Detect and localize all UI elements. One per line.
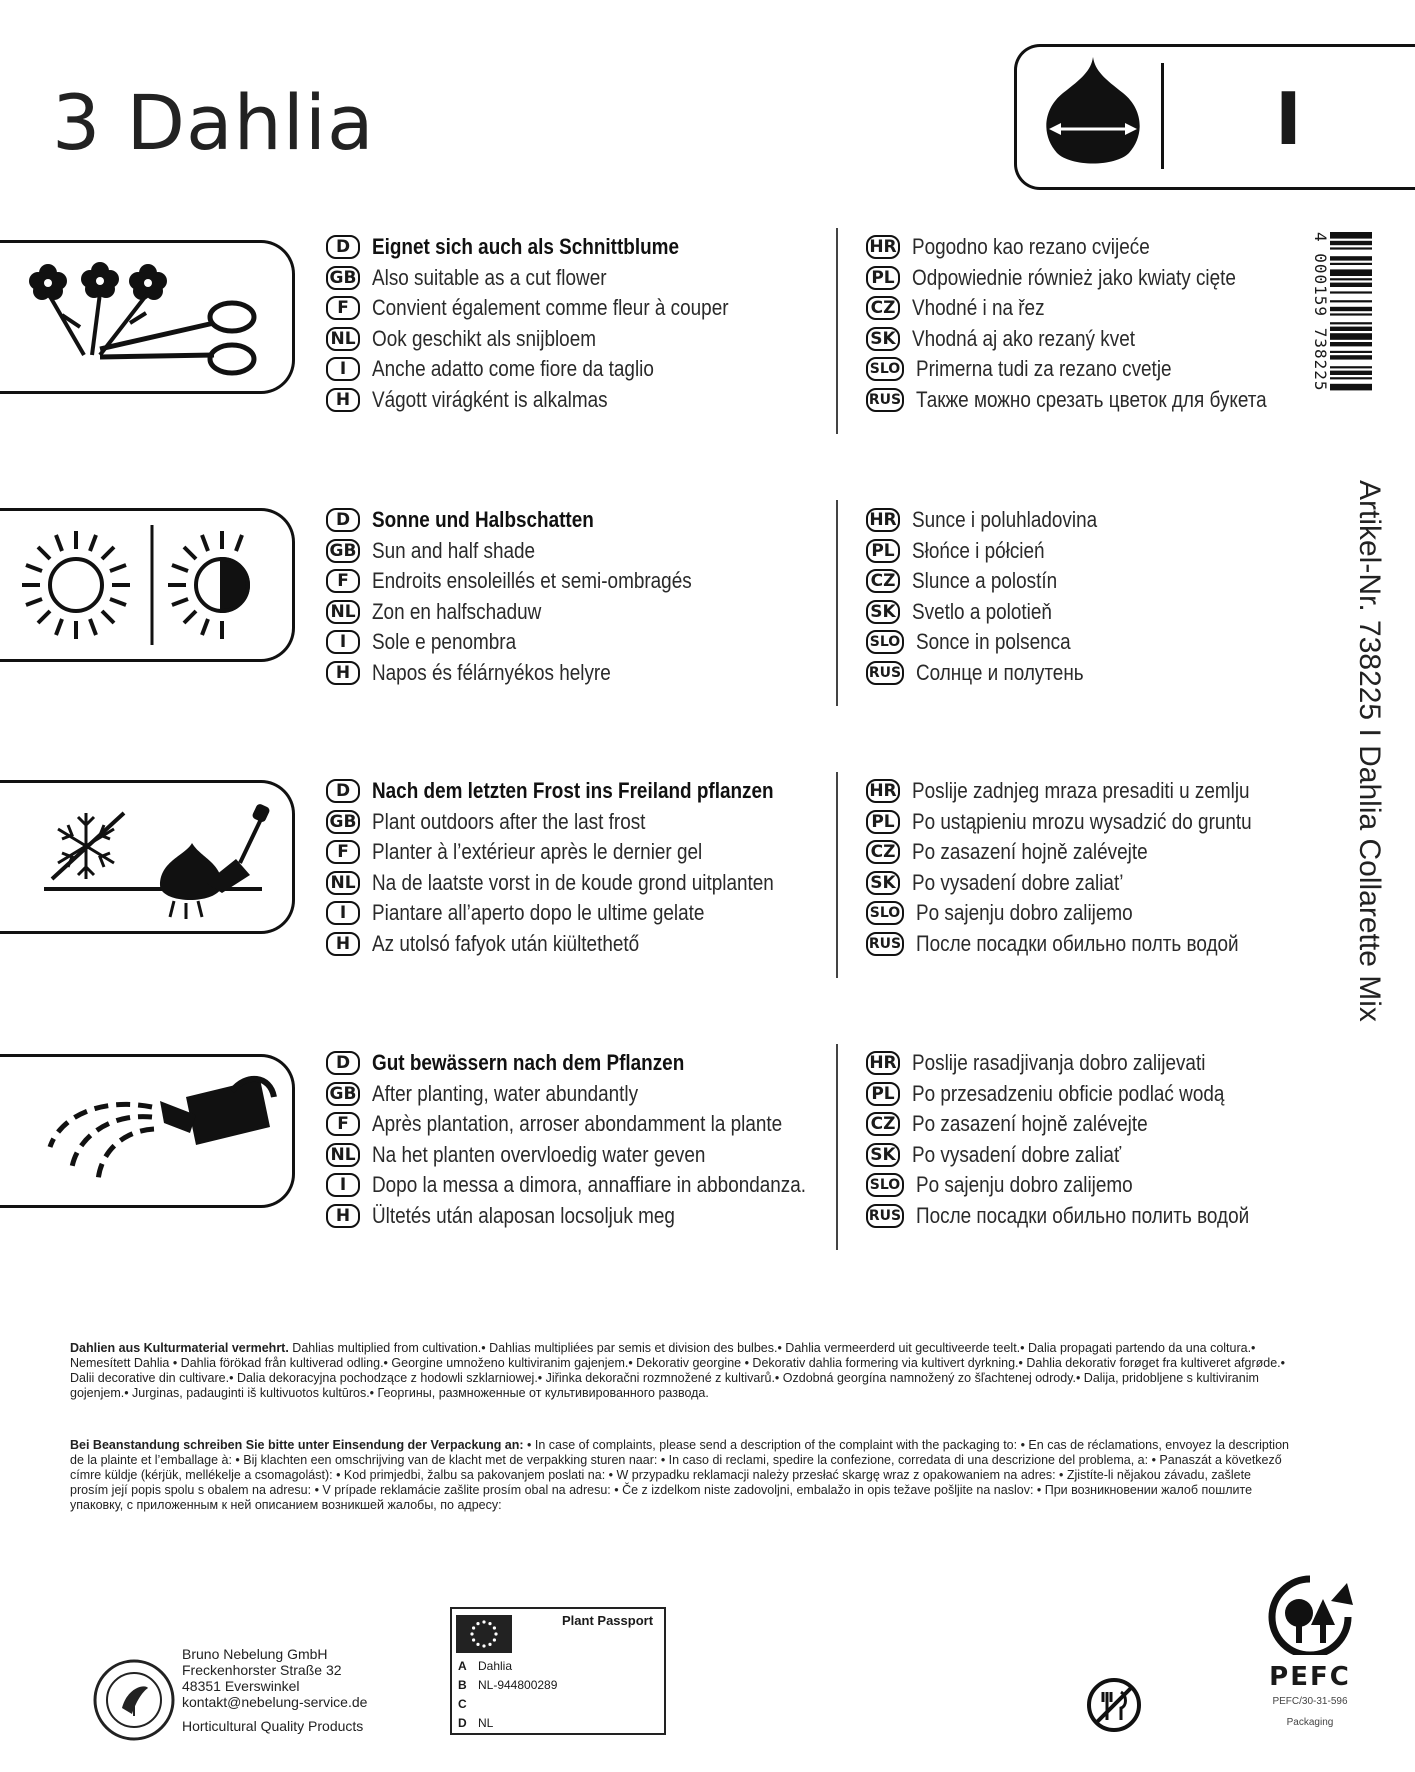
translation-text: Eignet sich auch als Schnittblume [372,234,679,260]
cultivation-note [70,1341,1290,1401]
supplier-tagline: Horticultural Quality Products [182,1718,364,1734]
translation-text: Słońce i półcień [912,537,1045,563]
translation-line [866,868,1366,899]
translation-line [326,807,826,838]
translation-line [866,1201,1366,1232]
language-code-badge: D [326,508,360,532]
language-code-badge: GB [326,1082,360,1106]
translation-text: Napos és félárnyékos helyre [372,659,611,685]
plant-passport [450,1607,666,1735]
language-column-east [866,232,1366,415]
language-code-badge: H [326,1204,360,1228]
language-code-badge: H [326,661,360,685]
address-line: Freckenhorster Straße 32 [182,1662,342,1678]
barcode-number: 4 000159 738225 [1311,232,1330,392]
sun-icon-box [0,508,295,662]
language-code-badge: HR [866,508,900,532]
language-code-badge: HR [866,779,900,803]
language-code-badge: CZ [866,569,900,593]
size-class: I [1275,77,1302,161]
cut-flower-scissors-icon [0,243,280,391]
translation-text: Po vysadení dobre zaliať [912,1141,1122,1167]
size-divider [1161,63,1164,169]
language-column-east [866,1048,1366,1231]
translation-text: Po zasazení hojně zalévejte [912,839,1148,865]
translation-line [326,1109,826,1140]
translation-line [866,566,1366,597]
language-code-badge: SK [866,327,900,351]
translation-text: Na de laatste vorst in de koude grond uitplanten [372,869,774,895]
translation-line [866,385,1366,416]
translation-line [326,1079,826,1110]
translation-line [326,1201,826,1232]
barcode [1330,232,1372,442]
page-title: 3 Dahlia [52,78,375,167]
language-code-badge: HR [866,235,900,259]
translation-text: Az utolsó fafyok után kiültethető [372,930,640,956]
translation-text: Po przesadzeniu obficie podlać wodą [912,1080,1225,1106]
translation-line [326,263,826,294]
language-column-west [326,776,826,959]
translation-text: Primerna tudi za rezano cvetje [916,356,1172,382]
translation-text: Odpowiednie również jako kwiaty cięte [912,264,1236,290]
translation-line [326,505,826,536]
translation-line [326,354,826,385]
translation-line [866,597,1366,628]
language-code-badge: SLO [866,630,904,654]
not-for-consumption-icon [1085,1676,1143,1734]
translation-line [326,837,826,868]
translation-line [866,1048,1366,1079]
translation-line [326,1048,826,1079]
translation-line [866,505,1366,536]
bulb-size-box [1014,44,1415,190]
translation-text: Vágott virágként is alkalmas [372,386,608,412]
translation-text: Sun and half shade [372,537,536,563]
translation-line [326,293,826,324]
language-column-west [326,1048,826,1231]
translation-line [866,1170,1366,1201]
translation-line [866,627,1366,658]
language-code-badge: SLO [866,901,904,925]
language-column-east [866,505,1366,688]
translation-text: Ook geschikt als snijbloem [372,325,596,351]
complaint-note-title: Bei Beanstandung schreiben Sie bitte unter Einsendung der Verpackung an: [70,1438,524,1452]
frost-icon-box [0,780,295,934]
translation-text: Sonne und Halbschatten [372,507,594,533]
translation-line [326,868,826,899]
pefc-packaging-label: Packaging [1286,1717,1334,1728]
language-code-badge: SK [866,1143,900,1167]
translation-line [326,898,826,929]
translation-line [866,929,1366,960]
translation-text: Po zasazení hojně zalévejte [912,1111,1148,1137]
language-code-badge: D [326,235,360,259]
language-code-badge: RUS [866,388,904,412]
translation-text: Après plantation, arroser abondamment la plante [372,1111,783,1137]
complaint-note [70,1438,1290,1513]
language-code-badge: PL [866,539,900,563]
bulb-circumference-icon [1033,53,1153,173]
language-code-badge: CZ [866,840,900,864]
translation-text: Na het planten overvloedig water geven [372,1141,706,1167]
language-code-badge: NL [326,600,360,624]
translation-line [326,597,826,628]
translation-text: Pogodno kao rezano cvijeće [912,234,1150,260]
translation-text: После посадки обильно полть водой [916,930,1239,956]
language-code-badge: I [326,1173,360,1197]
translation-text: Po sajenju dobro zalijemo [916,1172,1133,1198]
translation-text: Svetlo a polotieň [912,598,1052,624]
language-code-badge: PL [866,266,900,290]
pefc-logo [1260,1575,1360,1728]
cultivation-note-title: Dahlien aus Kulturmaterial vermehrt. [70,1341,289,1355]
language-code-badge: F [326,569,360,593]
translation-line [866,1079,1366,1110]
translation-line [326,566,826,597]
translation-line [326,929,826,960]
translation-text: После посадки обильно полить водой [916,1202,1250,1228]
translation-text: Sole e penombra [372,629,517,655]
translation-text: Dopo la messa a dimora, annaffiare in abbondanza. [372,1172,807,1198]
language-code-badge: HR [866,1051,900,1075]
language-code-badge: H [326,388,360,412]
eu-flag-icon [456,1615,512,1653]
address-line: Bruno Nebelung GmbH [182,1646,328,1662]
address-email: kontakt@nebelung-service.de [182,1694,368,1710]
address-line: 48351 Everswinkel [182,1678,300,1694]
plant-after-frost-icon [0,783,280,931]
translation-line [326,776,826,807]
translation-text: Anche adatto come fiore da taglio [372,356,654,382]
passport-title: Plant Passport [562,1613,654,1628]
language-code-badge: NL [326,871,360,895]
translation-text: Nach dem letzten Frost ins Freiland pflanzen [372,778,774,804]
translation-text: Vhodná aj ako rezaný kvet [912,325,1135,351]
column-divider [836,228,838,434]
language-code-badge: H [326,932,360,956]
translation-text: Poslije zadnjeg mraza presaditi u zemlju [912,778,1250,804]
passport-row: B NL-944800289 [458,1678,558,1692]
translation-line [326,1140,826,1171]
water-icon-box [0,1054,295,1208]
language-code-badge: PL [866,810,900,834]
language-code-badge: I [326,901,360,925]
article-label: Artikel-Nr. 738225 I Dahlia Collarette Mix [1353,480,1386,1022]
translation-text: Endroits ensoleillés et semi-ombragés [372,568,692,594]
translation-text: Slunce a polostín [912,568,1058,594]
translation-line [866,354,1366,385]
pefc-code: PEFC/30-31-596 [1272,1696,1348,1707]
language-code-badge: SK [866,871,900,895]
translation-line [326,385,826,416]
language-code-badge: RUS [866,661,904,685]
sustainable-supplier-seal [92,1658,176,1742]
translation-line [866,1140,1366,1171]
translation-text: Zon en halfschaduw [372,598,542,624]
passport-row: C [458,1697,467,1711]
language-code-badge: PL [866,1082,900,1106]
column-divider [836,1044,838,1250]
column-divider [836,500,838,706]
language-code-badge: GB [326,266,360,290]
translation-line [866,837,1366,868]
language-column-west [326,505,826,688]
translation-line [866,807,1366,838]
language-code-badge: D [326,1051,360,1075]
translation-line [866,263,1366,294]
watering-can-icon [0,1057,280,1205]
translation-text: Gut bewässern nach dem Pflanzen [372,1050,685,1076]
translation-text: Sonce in polsenca [916,629,1071,655]
language-code-badge: RUS [866,1204,904,1228]
translation-text: Vhodné i na řez [912,295,1045,321]
passport-row: A Dahlia [458,1659,513,1673]
translation-text: After planting, water abundantly [372,1080,639,1106]
pefc-tree-icon [1265,1575,1355,1655]
sun-half-shade-icon [0,511,280,659]
column-divider [836,772,838,978]
translation-text: Convient également comme fleur à couper [372,295,729,321]
translation-line [326,658,826,689]
language-code-badge: F [326,840,360,864]
language-code-badge: GB [326,810,360,834]
language-code-badge: SLO [866,357,904,381]
language-code-badge: I [326,630,360,654]
language-code-badge: NL [326,1143,360,1167]
translation-line [326,324,826,355]
language-code-badge: CZ [866,1112,900,1136]
language-code-badge: D [326,779,360,803]
translation-line [866,776,1366,807]
translation-text: Po ustąpieniu mrozu wysadzić do gruntu [912,808,1252,834]
language-code-badge: SK [866,600,900,624]
translation-text: Sunce i poluhladovina [912,507,1098,533]
cultivation-note-body: Dahlias multiplied from cultivation.• Dahlias multipliées par semis et division des bulbes.• Dahlia vermeerderd uit gecultiveerde teelt.• Dalia propagati partendo da una coltura.• Nemesített Dahlia • Dahlia förökad från kultiverad odling.• Georgine umnoženo kultiviranim gajenjem.• Dekorativ georgine • Dekorativ dahlia formering via kultivert dyrkning.• Dahlia dekorativ forøget fra kultiveret afgrøde.• Dalii decorative din cultivare.• Dalia dekoracyjna pochodzące z hodowli szklarniowej.• Jiřinka dekoračni rozmnožené z kultivarů.• Ozdobná georgína namnožený zo šľachtenej odrody.• Dalija, pridobljene s kultiviranim gojenjem.• Jurginas, padauginti iš kultivuotos kultūros.• Георгины, размноженные от культивированного развода. [70,1341,1286,1400]
language-column-west [326,232,826,415]
language-column-east [866,776,1366,959]
translation-line [866,293,1366,324]
translation-text: Also suitable as a cut flower [372,264,607,290]
translation-line [326,627,826,658]
language-code-badge: F [326,296,360,320]
translation-line [866,536,1366,567]
translation-text: Ültetés után alaposan locsoljuk meg [372,1202,675,1228]
translation-line [866,658,1366,689]
language-code-badge: SLO [866,1173,904,1197]
language-code-badge: GB [326,539,360,563]
passport-row: D NL [458,1716,494,1730]
translation-text: Po vysadení dobre zaliat’ [912,869,1124,895]
translation-line [866,898,1366,929]
translation-line [866,1109,1366,1140]
language-code-badge: RUS [866,932,904,956]
translation-line [326,536,826,567]
language-code-badge: I [326,357,360,381]
translation-line [866,232,1366,263]
pefc-wordmark: PEFC [1269,1662,1351,1692]
translation-text: Солнце и полутень [916,659,1084,685]
translation-text: Также можно срезать цветок для букета [916,386,1267,412]
translation-text: Po sajenju dobro zalijemo [916,900,1133,926]
complaint-note-body: • In case of complaints, please send a description of the complaint with the packaging to: • En cas de réclamations, envoyez la description de la plainte et l’emballage à: • Bij klachten een omschrijving van de klacht met de verpakking sturen naar: • In caso di reclami, spedire la confezione, corredata di una descrizione del problema, a: • Panaszát a következő címre küldje (kérjük, mellékelje a csomagolást): • Kod primjedbi, žalbu sa pakovanjem poslati na: • W przypadku reklamacji należy przesłać skargę wraz z opakowaniem na adres: • Zjistíte-li nějakou závadu, zašlete prosím její popis spolu s obalem na adresu: • V prípade reklamácie zašlite prosím obal na adresu: • Če z izdelkom niste zadovoljni, embalažo in opis težave pošljite na naslov: • При возникновении жалоб пошлите упаковку, с приложенным к ней описанием возникшей жалобы, по адресу: [70,1438,1289,1512]
translation-text: Poslije rasadjivanja dobro zalijevati [912,1050,1206,1076]
translation-line [326,1170,826,1201]
translation-text: Planter à l’extérieur après le dernier gel [372,839,703,865]
translation-line [866,324,1366,355]
language-code-badge: NL [326,327,360,351]
translation-line [326,232,826,263]
supplier-address [182,1646,367,1710]
language-code-badge: CZ [866,296,900,320]
translation-text: Piantare all’aperto dopo le ultime gelate [372,900,705,926]
language-code-badge: F [326,1112,360,1136]
translation-text: Plant outdoors after the last frost [372,808,646,834]
cut-flower-icon-box [0,240,295,394]
